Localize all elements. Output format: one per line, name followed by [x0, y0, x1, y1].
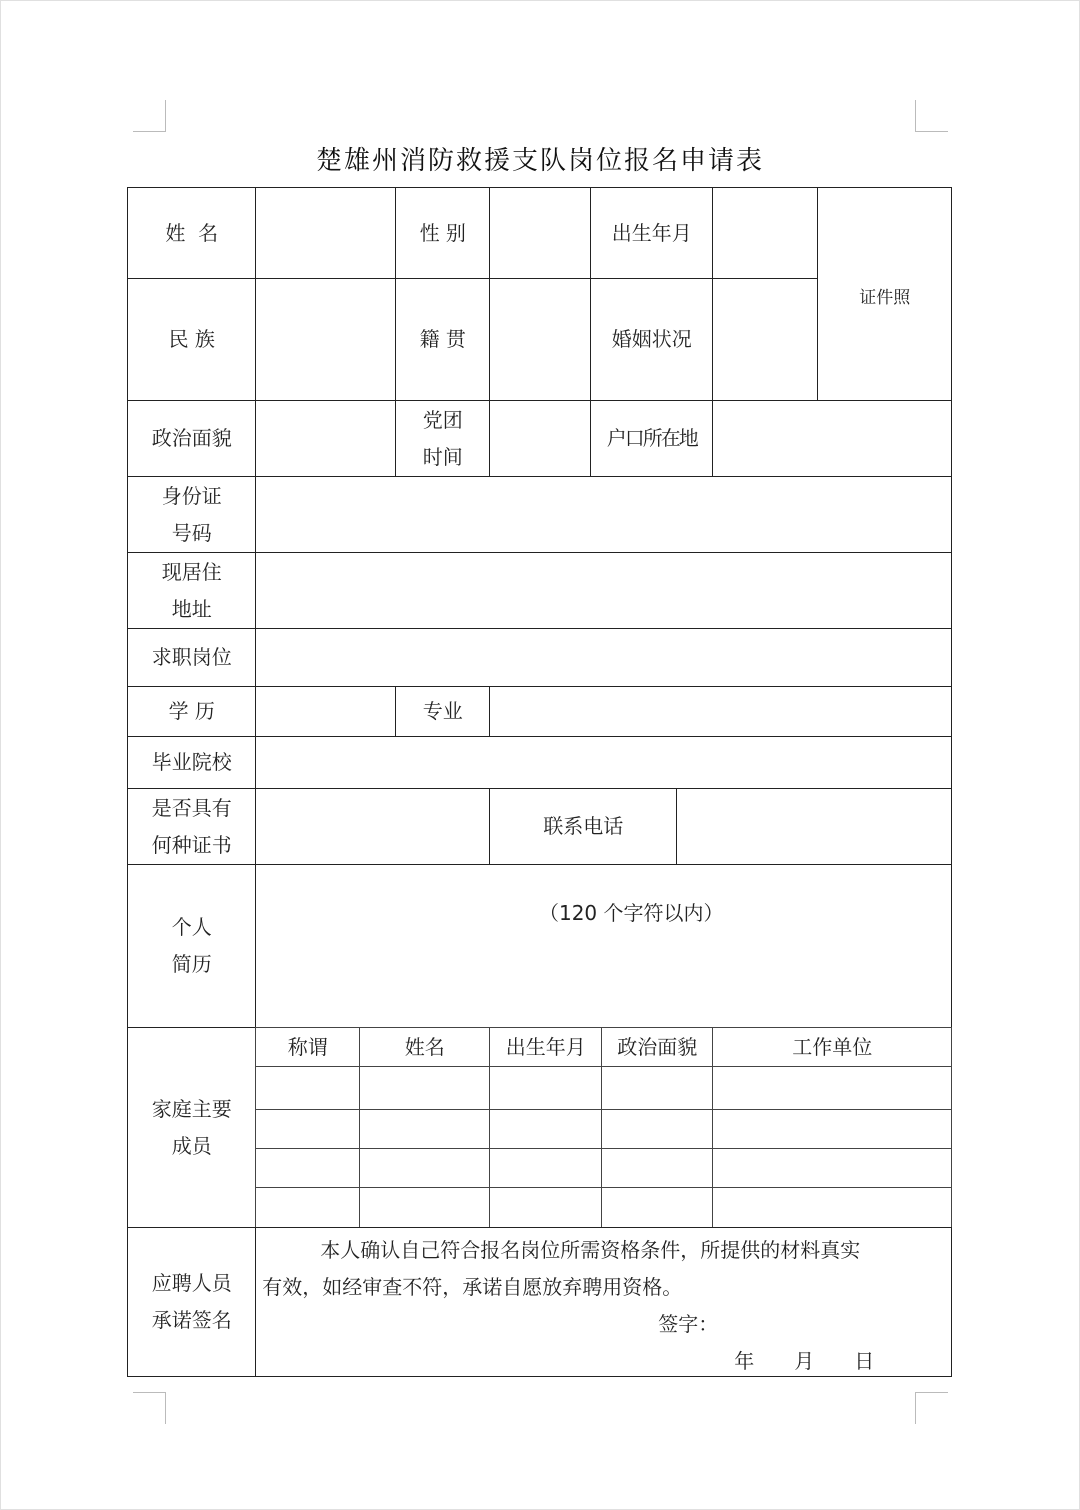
political-field[interactable]: [255, 400, 396, 477]
label-party-time: 党团 时间: [395, 400, 490, 477]
family-cell[interactable]: [359, 1187, 490, 1228]
family-header: 称谓: [255, 1027, 360, 1067]
family-header: 姓名: [359, 1027, 490, 1067]
family-cell[interactable]: [601, 1187, 713, 1228]
family-cell[interactable]: [359, 1148, 490, 1188]
family-header: 政治面貌: [601, 1027, 713, 1067]
label-native-place: 籍 贯: [395, 278, 490, 401]
corner-mark: [915, 100, 948, 132]
phone-field[interactable]: [676, 788, 952, 865]
photo-box[interactable]: 证件照: [817, 187, 952, 401]
party-time-field[interactable]: [489, 400, 591, 477]
family-cell[interactable]: [359, 1066, 490, 1110]
label-certificates: 是否具有 何种证书: [127, 788, 256, 865]
gender-field[interactable]: [489, 187, 591, 279]
ethnicity-field[interactable]: [255, 278, 396, 401]
family-cell[interactable]: [255, 1148, 360, 1188]
label-marital: 婚姻状况: [590, 278, 713, 401]
family-cell[interactable]: [601, 1109, 713, 1149]
family-cell[interactable]: [712, 1187, 952, 1228]
label-major: 专业: [395, 686, 490, 737]
label-school: 毕业院校: [127, 736, 256, 789]
pledge-line-1: 本人确认自己符合报名岗位所需资格条件，所提供的材料真实: [320, 1238, 861, 1263]
label-hukou: 户口所在地: [590, 400, 713, 477]
family-cell[interactable]: [489, 1066, 602, 1110]
birth-field[interactable]: [712, 187, 818, 279]
label-name: 姓 名: [127, 187, 256, 279]
position-field[interactable]: [255, 628, 952, 687]
family-cell[interactable]: [712, 1109, 952, 1149]
label-education: 学 历: [127, 686, 256, 737]
address-field[interactable]: [255, 552, 952, 629]
label-political: 政治面貌: [127, 400, 256, 477]
corner-mark: [133, 1392, 166, 1424]
name-field[interactable]: [255, 187, 396, 279]
native-place-field[interactable]: [489, 278, 591, 401]
family-cell[interactable]: [255, 1066, 360, 1110]
major-field[interactable]: [489, 686, 952, 737]
pledge-line-2: 有效，如经审查不符，承诺自愿放弃聘用资格。: [262, 1275, 683, 1300]
hukou-field[interactable]: [712, 400, 952, 477]
date-line[interactable]: 年 月 日: [734, 1349, 875, 1374]
label-gender: 性 别: [395, 187, 490, 279]
corner-mark: [915, 1392, 948, 1424]
label-position: 求职岗位: [127, 628, 256, 687]
resume-field[interactable]: [255, 864, 952, 1028]
marital-field[interactable]: [712, 278, 818, 401]
family-cell[interactable]: [255, 1109, 360, 1149]
certificates-field[interactable]: [255, 788, 490, 865]
family-cell[interactable]: [712, 1066, 952, 1110]
education-field[interactable]: [255, 686, 396, 737]
label-family: 家庭主要 成员: [127, 1027, 256, 1228]
label-phone: 联系电话: [489, 788, 677, 865]
label-resume: 个人 简历: [127, 864, 256, 1028]
family-header: 工作单位: [712, 1027, 952, 1067]
resume-hint: （120 个字符以内）: [538, 901, 724, 926]
family-cell[interactable]: [712, 1148, 952, 1188]
family-cell[interactable]: [489, 1187, 602, 1228]
family-cell[interactable]: [255, 1187, 360, 1228]
corner-mark: [133, 100, 166, 132]
family-cell[interactable]: [359, 1109, 490, 1149]
page-title: 楚雄州消防救援支队岗位报名申请表: [315, 146, 764, 176]
family-cell[interactable]: [601, 1066, 713, 1110]
pledge-box: [255, 1227, 952, 1377]
label-address: 现居住 地址: [127, 552, 256, 629]
signature-label[interactable]: 签字：: [658, 1312, 719, 1337]
label-birth: 出生年月: [590, 187, 713, 279]
family-cell[interactable]: [489, 1148, 602, 1188]
family-cell[interactable]: [489, 1109, 602, 1149]
label-pledge: 应聘人员 承诺签名: [127, 1227, 256, 1377]
id-number-field[interactable]: [255, 476, 952, 553]
label-ethnicity: 民 族: [127, 278, 256, 401]
family-cell[interactable]: [601, 1148, 713, 1188]
family-header: 出生年月: [489, 1027, 602, 1067]
school-field[interactable]: [255, 736, 952, 789]
label-id-number: 身份证 号码: [127, 476, 256, 553]
